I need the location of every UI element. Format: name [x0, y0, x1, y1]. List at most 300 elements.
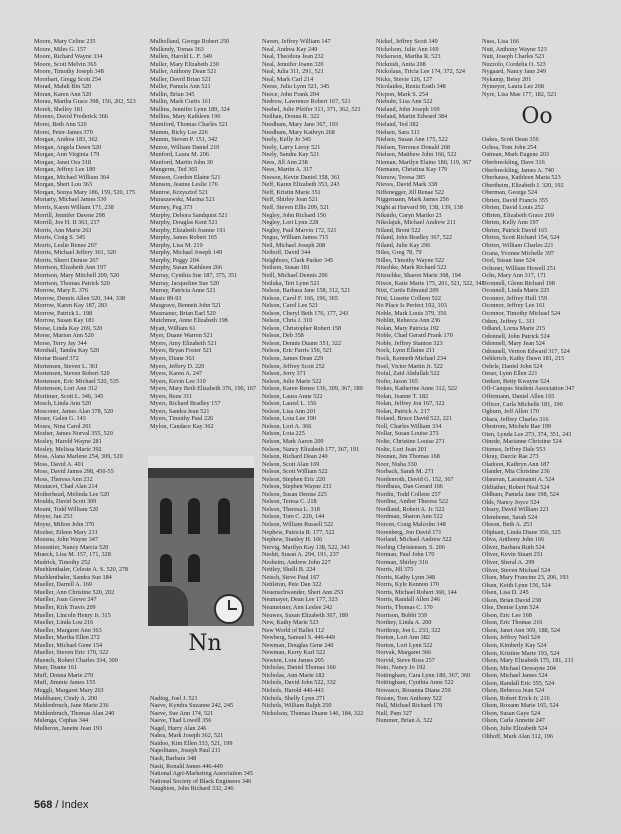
index-entry: Nixt, Lissette Colleen 522	[376, 294, 441, 302]
index-entry: Oladoon, Kathryn Ann 187	[482, 460, 550, 468]
index-entry: Norman, Shirley 316	[376, 558, 429, 566]
index-entry: Moore, Richard Wayne 334	[34, 53, 103, 61]
index-entry: Musmaner, Brian Earl 520	[150, 309, 216, 317]
index-entry: Neiboff, David 344	[262, 249, 311, 257]
index-entry: Oatman, Mark Eugene 203	[482, 151, 550, 159]
index-entry: Oberbreckling, James A. 740	[482, 166, 554, 174]
index-entry: Oinede, Marianne Christine 524	[482, 438, 562, 446]
index-entry: Muer, Duane 161	[34, 664, 78, 672]
index-entry: Munson, Jeanne Leslie 176	[150, 181, 218, 189]
index-entry: Neilson, Susan 181	[262, 264, 310, 272]
index-entry: Murphy, James Robert 165	[150, 234, 217, 242]
index-entry: Nollar, Susan Louise 273	[376, 430, 439, 438]
index-entry: Olson, Jeffrey Neil 524	[482, 634, 540, 642]
index-entry: Mylon, Candace Kay 362	[150, 422, 214, 430]
index-entry: Mulholland, George Robert 250	[150, 38, 230, 45]
index-entry: Murray, Patricia Anne 521	[150, 287, 216, 295]
index-entry: Nelson, Lori A. 366	[262, 422, 312, 430]
index-entry	[150, 664, 268, 672]
index-entry	[150, 438, 268, 446]
index-column-2	[150, 38, 268, 793]
index-entry: Moreno, David Frederick 366	[34, 113, 108, 121]
index-entry: Oliver, Barbara Ruth 524	[482, 543, 545, 551]
index-entry: Mumford, Thomas Charles 521	[150, 121, 228, 129]
index-entry: Norris, Kyle Kennon 170	[376, 581, 439, 589]
index-entry: Nettley, Shelli B. 224	[262, 566, 316, 574]
index-entry: Morgan, Andrea 183, 362	[34, 136, 98, 144]
index-entry: Munoz, William Daniel 210	[150, 143, 220, 151]
index-entry: Nahra, Mark Joseph 362, 521	[150, 732, 224, 740]
index-entry: Okray, Darcie Rae 273	[482, 453, 539, 461]
index-entry: Northey, Linda A. 200	[376, 619, 432, 627]
index-entry: Morgan, Michael William 364	[34, 173, 110, 181]
index-entry: Muller, David Brian 521	[150, 75, 211, 83]
index-entry: Nottingham, Cynthia Anne 522	[376, 679, 454, 687]
index-entry: Nygaard, Nancy Jane 249	[482, 68, 546, 76]
index-entry: Moret, Peter-James 370	[34, 128, 93, 136]
index-entry: Musgrave, Bennett John 521	[150, 302, 222, 310]
index-entry: Mosconer, James Alan 378, 520	[34, 407, 114, 415]
index-entry: Naeve, Thad Lowell 356	[150, 717, 212, 725]
index-entry: Newton, Lora James 205	[262, 656, 324, 664]
index-entry: Nymeyer, Laura Lee 268	[482, 83, 544, 91]
index-entry: Nichols, Harold 440-443	[262, 687, 324, 695]
index-entry: Niland, Julie Kay 296	[376, 241, 431, 249]
footer-section: Index	[61, 799, 89, 811]
index-entry: Nolan, Mary Patricia 192	[376, 324, 439, 332]
index-entry: Moss, Alana Marlene 254, 309, 520	[34, 453, 123, 461]
index-entry: Mulenga, Cephas 344	[34, 717, 89, 725]
index-entry: Nelson, Teresa C. 218	[262, 498, 317, 506]
index-entry: Oconnell, Glenn Richard 198	[482, 279, 555, 287]
index-entry: Nieland, Martin Edward 384	[376, 113, 448, 121]
index-entry	[150, 679, 268, 687]
index-entry: Nieland, Ted 382	[376, 121, 419, 129]
index-entry	[150, 657, 268, 665]
index-entry: Oehlerich, Kathy Dawn 181, 215	[482, 355, 565, 363]
index-entry: Myers, Bryan Foster 521	[150, 347, 212, 355]
index-entry: Nuss, Lisa 166	[482, 38, 519, 45]
index-entry: Oliva, Anthony John 166	[482, 536, 545, 544]
index-entry: Oberman, George 524	[482, 189, 538, 197]
index-entry	[150, 446, 268, 454]
index-entry: Mueller, Martha Ellen 272	[34, 634, 100, 642]
index-entry: Olthoff, Mark Alan 312, 196	[482, 732, 554, 740]
index-entry: Olson, Kimberly Kay 524	[482, 642, 547, 650]
index-entry: Nowasco, Rosanna Diana 259	[376, 687, 451, 695]
index-entry: Moser, Galen G. 143	[34, 415, 86, 423]
index-entry: Moore, Miles G. 157	[34, 45, 87, 53]
index-entry: Olson, Mary Elizabeth 175, 181, 211	[482, 657, 574, 665]
index-entry: Murray, Jacqueline Sue 520	[150, 279, 220, 287]
index-entry: Noland, Bruce David 522, 221	[376, 415, 452, 423]
index-entry: Murney, Peg 373	[150, 204, 193, 212]
index-entry: Niffenegger, Jill Renae 522	[376, 188, 445, 196]
index-entry: Myers, Amy Elizabeth 521	[150, 339, 217, 347]
index-entry: Nock, Kenneth Michael 234	[376, 354, 447, 362]
index-entry: Myers, Mary Beth Elizabeth 376, 190, 167	[150, 385, 257, 393]
index-entry: Neely, Larry Leroy 521	[262, 143, 321, 151]
index-entry: Myers, Karen A. 247	[150, 370, 203, 378]
index-entry: Norvid, Steve Ross 257	[376, 656, 435, 664]
index-entry: Nyre, Lisa Mae 177, 182, 523	[482, 90, 557, 98]
index-entry: Nickelson, Thomas Duane 146, 184, 322	[262, 709, 364, 717]
index-entry: Nelson, Cheryl Beth 176, 177, 243	[262, 309, 349, 317]
index-entry: Olsen, Mary Francine 23, 206, 193	[482, 574, 569, 582]
index-entry: Munson, Gordon Elaine 521	[150, 173, 221, 181]
index-entry: Mullins, Jennifer Lynn 189, 324	[150, 105, 230, 113]
index-entry: Morris, Leslie Renee 267	[34, 241, 97, 249]
index-entry: Moore, Mary Celine 235	[34, 38, 96, 45]
index-entry: Naidoo, Kim Ellen 333, 521, 199	[150, 739, 233, 747]
index-entry: Nervig, Marilyn Kay 138, 522, 343	[262, 543, 350, 551]
index-entry: Nolan, Jeanne T. 182	[376, 392, 429, 400]
index-entry: Nelson, Eric Farris 156, 521	[262, 347, 333, 355]
index-entry: Morgan, Janet Ora 318	[34, 158, 91, 166]
index-entry: Ochsner, William Howell 251	[482, 264, 556, 272]
index-entry: Nelson, Chris J. 310	[262, 317, 313, 325]
page-footer	[34, 799, 88, 811]
index-entry: Munford, Laura M. 206	[150, 151, 209, 159]
index-entry: Nickolaus, Tricia Lee 174, 372, 524	[376, 68, 466, 76]
index-entry: Myers, Timothy Paul 226	[150, 415, 214, 423]
index-entry: Naeve, Sue Ann 174, 521	[150, 709, 214, 717]
index-entry: Neff, Karen Elizabeth 353, 243	[262, 181, 340, 189]
index-entry: Muhlenbruch, Jane Marie 236	[34, 702, 109, 710]
index-entry: Moss, David James 298, 450-55	[34, 468, 114, 476]
index-entry: Moriarty, Michael James 530	[34, 196, 107, 204]
index-entry: Nichols, William Ralph 250	[262, 702, 332, 710]
index-entry: Moreh, Shelley 181	[34, 105, 83, 113]
index-entry: Muraszewski, Marina 521	[150, 196, 215, 204]
index-entry: Oeser, Lynn Ellen 221	[482, 370, 538, 378]
index-entry: Olson, Michael James 524	[482, 672, 548, 680]
index-entry: Moss, David A. 401	[34, 460, 84, 468]
index-entry: Olson, Eric Thomas 216	[482, 619, 543, 627]
index-entry: Mozena, John Wayne 347	[34, 536, 98, 544]
index-entry: Nelson, Christopher Robert 158	[262, 324, 342, 332]
index-entry: Morrow, Patrick L. 198	[34, 309, 93, 317]
index-entry: Nielsen, Sara 311	[376, 128, 420, 136]
index-entry: Nordin, Todd Collene 257	[376, 490, 441, 498]
index-entry: Morse, Linda Kay 269, 520	[34, 324, 103, 332]
index-entry: National Agri-Marketing Association 345	[150, 770, 253, 778]
index-entry: Napolitano, Joseph Paul 211	[150, 747, 221, 755]
index-entry: Morris, Ann Marie 263	[34, 226, 92, 234]
index-entry: Neff, Steven Ellis 209, 521	[262, 204, 330, 212]
index-entry: Nedrow, Lawrence Robert 167, 521	[262, 98, 351, 106]
index-entry: Nephew, Patricia R. 177, 522	[262, 528, 335, 536]
index-entry: Nieman, Marilyn Elaine 180, 119, 367	[376, 158, 472, 166]
index-column-1	[34, 38, 152, 732]
index-entry: Oliphant, Linda Diane 356, 325	[482, 528, 561, 536]
index-entry	[150, 672, 268, 680]
index-column-4	[376, 38, 494, 725]
index-entry: Murphy, Peggy 204	[150, 256, 199, 264]
index-entry: Music 89-93	[150, 294, 182, 302]
index-entry: Olson, Robert Erick Jr. 216	[482, 694, 550, 702]
index-entry: Mosher, James Norval 355, 520	[34, 430, 113, 438]
index-entry: Norback, Sarah M. 271	[376, 468, 434, 476]
index-entry: Oconnor, Jeffrey Hull 159	[482, 294, 547, 302]
index-entry: Nichols, David John 522, 332	[262, 679, 336, 687]
index-entry: Muggli, Margaret Mary 263	[34, 687, 104, 695]
index-entry: Noll, Charles William 334	[376, 422, 442, 430]
index-entry: Mueller, Michael Gene 154	[34, 641, 103, 649]
index-entry: Neely, Sandra Kay 521	[262, 151, 320, 159]
index-entry: Moutacet, Chad Alan 214	[34, 483, 98, 491]
index-entry: Nicknish, Anita 208	[376, 60, 426, 68]
index-entry: Nicks, Stevie 126, 127	[376, 75, 433, 83]
index-entry: Norris, Thomas C. 170	[376, 604, 433, 612]
index-entry: Norris, Randall Allen 246	[376, 596, 440, 604]
index-entry: Niemann, Christina Kay 179	[376, 166, 448, 174]
index-entry: Oliver, Sheral A. 299	[482, 559, 535, 566]
footer-separator: /	[52, 799, 62, 811]
index-entry: Mumm, Ricky Lee 226	[150, 128, 208, 136]
index-entry: Moran, Karen Ann 520	[34, 90, 92, 98]
index-entry: Moyer, Milton John 370	[34, 521, 95, 528]
index-entry: Nephew, Stanley H. 166	[262, 536, 323, 544]
index-entry: Oien, Lynda Lee 273, 374, 351, 243	[482, 430, 572, 438]
index-entry: Morse, Marion Ann 520	[34, 332, 94, 340]
index-entry: Olson, Carla Annette 247	[482, 717, 545, 725]
building-photo	[148, 456, 254, 626]
index-entry: Muehlenthaler, Sandra Sue 184	[34, 573, 112, 581]
index-entry: Moore, Scott Melvin 365	[34, 60, 97, 68]
index-column-3	[262, 38, 380, 717]
index-entry: Morse, Terry Jay 344	[34, 339, 87, 347]
index-entry: Neff, Kristin Marie 351	[262, 188, 321, 196]
index-entry: Mullin, Mark Curtis 161	[150, 98, 211, 106]
index-entry: Newberg, Samuel S. 446-449	[262, 634, 335, 642]
index-entry: Mortensen, Steven L. 361	[34, 362, 99, 370]
index-entry: Mortensen, Steven Robert 520	[34, 370, 110, 378]
index-entry: Murphy, Douglas Kent 521	[150, 219, 218, 227]
index-entry: Mortimer, Scott L. 346, 345	[34, 392, 104, 400]
index-entry: Olembeme, Sarah 524	[482, 513, 538, 521]
index-entry: Neuenschwander, Sheri Ann 253	[262, 588, 344, 596]
index-entry: Mozentier, Nancy Marcia 520	[34, 543, 109, 551]
index-entry: Olson, Michael Dewayne 204	[482, 664, 556, 672]
index-entry: Neal, Theodora Jean 232	[262, 53, 324, 61]
index-entry: Oberbreckling, Dave 316	[482, 159, 545, 167]
index-entry: Negley, Lori Lynn 228	[262, 219, 319, 227]
index-entry: Olson, Janet Ann 369, 188, 524	[482, 626, 561, 634]
index-entry: Nordhaus, Dan Gerard 166	[376, 483, 444, 491]
index-entry: Murphy, Susan Kathleen 266	[150, 264, 223, 272]
index-entry: Mozher, Eileen Mary 231	[34, 528, 98, 536]
index-entry: Nickelson, Julie Ann 169	[376, 45, 439, 53]
index-entry: Nienow, Teresa 385	[376, 173, 426, 181]
index-entry: Neuwes, Susan Elizabeth 367, 189	[262, 611, 348, 619]
index-entry: Morrison, Mary Mitchell 209, 520	[34, 271, 120, 279]
index-entry: Norton, Lori Ann 382	[376, 634, 430, 642]
index-entry: Naven, Jeffrey William 147	[262, 38, 331, 45]
index-entry: Morris, Sherri Denise 267	[34, 256, 99, 264]
index-entry: Nofer, Jason 165	[376, 377, 418, 385]
index-entry: Ochoa, Tom John 254	[482, 143, 537, 151]
index-entry: Nickel, Jeffrey Scott 149	[376, 38, 438, 45]
index-entry: Mungerm, Ted 365	[150, 166, 198, 174]
index-entry: Nelson, Lota 225	[262, 430, 305, 438]
index-entry: Norland, Michael Andrew 522	[376, 536, 452, 544]
index-entry: Oliver, Steven Michael 524	[482, 566, 551, 574]
index-entry: Newman, Douglas Gene 240	[262, 641, 334, 649]
index-entry: Niland, John Bradley 367, 522	[376, 234, 452, 242]
index-entry: Ogburn, Jeff Allen 170	[482, 408, 539, 416]
index-entry: Myers, Jeffery D. 220	[150, 362, 205, 370]
index-entry: Nieves, David Mark 338	[376, 181, 438, 189]
index-entry: Null, Michael Richard 170	[376, 702, 443, 710]
index-entry: Nelson, Lora Lee 190	[262, 415, 316, 423]
index-entry: Nelson, Carol F. 166, 196, 365	[262, 294, 338, 302]
index-entry: Myers, Kevin Lee 310	[150, 377, 206, 385]
index-entry: Oleary, David William 221	[482, 506, 549, 514]
index-entry: Odonnell, Vernon Edward 317, 524	[482, 347, 570, 355]
index-entry: Morgan, Angela Dawn 520	[34, 143, 102, 151]
index-entry: Nelson, Dennis Duane 351, 322	[262, 339, 342, 347]
index-entry: Niggemann, Mark James 256	[376, 196, 449, 204]
index-entry: Nelson, Laura Anne 522	[262, 392, 323, 400]
index-entry: Nelson, Theresa L. 318	[262, 505, 320, 513]
index-entry: Odem, Jeffrey L. 311	[482, 317, 535, 325]
index-entry: Motherhead, Melinda Lee 520	[34, 490, 110, 498]
index-entry: New, Kathy Marie 523	[262, 619, 319, 627]
index-entry: Night at Harvard 90, 138, 139, 138	[376, 204, 463, 212]
index-entry: Officer, Carla Michelle 181, 190	[482, 400, 563, 408]
index-entry: Niebuhr, Lisa Ann 522	[376, 98, 433, 106]
index-entry: Ohara, Jeffrey Charles 316	[482, 415, 549, 423]
index-entry: Neumeister, Ann Leslee 242	[262, 604, 333, 612]
index-entry: Olson, Kristine Marie 193, 524	[482, 649, 560, 657]
index-entry: Norton, Lori Lynn 522	[376, 641, 433, 649]
index-entry: Noor, Nisha 330	[376, 460, 417, 468]
index-entry: Moret, Beth Ann 520	[34, 121, 87, 129]
index-entry: Mueller, Joan Grewe 247	[34, 596, 97, 604]
index-entry: Morrison, Thomas Patrick 520	[34, 279, 110, 287]
index-entry: Oconnor, Timothy Michael 524	[482, 309, 561, 317]
index-entry: Noto, Nancy Jo 192	[376, 664, 426, 672]
index-entry: Olsen, Keith Lynn 156, 524	[482, 581, 551, 589]
index-entry: Nielsen, Matthew John 166, 522	[376, 151, 457, 159]
index-entry: Nelson, Susan Denise 225	[262, 490, 327, 498]
index-entry: New World of Ballet 112	[262, 626, 325, 634]
index-entry: Oakes, Scott Dean 356	[482, 136, 539, 144]
index-entry: Moss, Theresa Ann 232	[34, 475, 93, 483]
index-entry: Nitschke, Mark Richard 522	[376, 264, 447, 272]
index-entry: Norcen, Craig Malcolm 148	[376, 521, 446, 528]
index-entry: Ochs, Mary Ann 317, 171	[482, 272, 547, 280]
index-entry: Muller, Pamela Ann 521	[150, 83, 211, 91]
index-entry: Oehrle, Daniel John 524	[482, 362, 543, 370]
section-letter-oo: Oo	[521, 104, 553, 130]
index-entry: Nelson, Stephen Eric 220	[262, 475, 326, 483]
index-entry: Niles, Greg 78, 79	[376, 249, 422, 257]
index-entry: Off-Campus Student Association 347	[482, 385, 575, 393]
index-entry: Nasti, Ronald James 446-449	[150, 762, 223, 770]
index-entry: Norman, Paul John 170	[376, 551, 435, 559]
index-entry	[150, 687, 268, 695]
index-entry: Nikolajuk, Michael Andrew 211	[376, 219, 456, 227]
index-entry: Muller, Mary Elizabeth 230	[150, 60, 219, 68]
index-entry: Negus, William James 715	[262, 234, 329, 242]
index-entry: Morris, Michael Jeffery 361, 320	[34, 249, 117, 257]
index-entry: Negley, Paul Marvin 172, 521	[262, 226, 337, 234]
index-entry: Morrow, Susan Kay 181	[34, 317, 95, 325]
index-entry: Ohrstrom, Michele Rae 199	[482, 423, 552, 431]
index-entry: Needham, Mary Jane 367, 193	[262, 121, 338, 129]
index-entry: Nofal, Zaid Abdullah 522	[376, 370, 440, 378]
index-entry: Nuzzolo, Cordelia O. 523	[482, 60, 546, 68]
index-entry: Noel, Victor Martin Jr. 522	[376, 362, 443, 370]
index-entry: Neese, Julia Lynn 521, 345	[262, 83, 330, 91]
index-entry: Nelson, Julie Marie 522	[262, 377, 322, 385]
index-entry: Nykamp, Betsy 201	[482, 75, 532, 83]
index-entry: Netsch, Steve Paul 167	[262, 573, 320, 581]
index-entry: Nordine, Amber Therese 522	[376, 498, 449, 506]
index-entry: Neal, Jennifer Joann 320	[262, 60, 324, 68]
index-entry: Noblitt, Rebecca Ann 236	[376, 317, 441, 325]
index-entry: Nelson, William Russell 522	[262, 521, 334, 528]
index-entry: Mueller, Steven Eric 170, 322	[34, 649, 109, 657]
index-entry: Mumm, Steven P. 151, 342	[150, 136, 218, 144]
index-entry: Muench, Robert Charles 334, 309	[34, 656, 118, 664]
index-entry: Nixon, Katie Marie 175, 201, 521, 522, 343	[376, 279, 485, 287]
index-entry: Oldham, Pamela Jane 198, 524	[482, 491, 559, 499]
index-entry: Nicholas, Daniel Thomas 160	[262, 664, 336, 672]
index-entry: Nokes, Katherine Anne 312, 522	[376, 385, 458, 393]
index-entry: Murphy, Elizabeth Joanne 191	[150, 226, 226, 234]
index-entry: Negley, John Richard 156	[262, 211, 327, 219]
index-entry: Odonnell, John Patrick 524	[482, 332, 550, 340]
index-entry: Nesbit, Susan A. 294, 191, 237	[262, 551, 339, 559]
index-entry: Nutt, Joseph Charles 523	[482, 53, 545, 61]
index-entry: Morrison, Elizabeth Ann 197	[34, 264, 107, 272]
index-entry: Myers, Diane 363	[150, 354, 195, 362]
index-entry: Mosley, Melissa Marie 392	[34, 445, 102, 453]
index-entry: Oleson, Beth A. 253	[482, 521, 533, 529]
index-entry: No Place Is Perfect 102, 103	[376, 302, 447, 310]
index-entry: Noble, Jeffrey Stanton 323	[376, 339, 443, 347]
index-entry: Nelson, Jeffrey Scott 252	[262, 362, 325, 370]
index-entry: Mueller, Lincoln Henry Jr. 315	[34, 611, 111, 619]
index-entry: Olson, Rebecca Jean 524	[482, 687, 545, 695]
index-entry: Olse, Denise Lynn 524	[482, 604, 539, 612]
index-entry: Nelson, Mark Aaron 209	[262, 437, 324, 445]
index-entry: Mount, Todd William 520	[34, 505, 99, 513]
index-entry: Neely, Kelly Jo 345	[262, 136, 312, 144]
index-entry: Myers, Sandra Jean 521	[150, 407, 210, 415]
index-entry: Norling Christensen, S. 206	[376, 543, 445, 551]
index-entry: Nicholas, Ann Marie 182	[262, 671, 325, 679]
index-entry: Morris, Craig S. 345	[34, 234, 86, 242]
index-entry: Muff, Jimmie James 155	[34, 679, 96, 687]
index-entry: Neeson, Kevin Daniel 358, 361	[262, 173, 341, 181]
index-entry: Oconnor, Jeffrey Lee 161	[482, 302, 546, 310]
index-entry: Olander, Mia Christine 236	[482, 468, 550, 476]
index-entry: Nickerson, Martha R. 523	[376, 53, 441, 61]
index-entry: Mortensen, Eric Michael 520, 535	[34, 377, 119, 385]
index-entry: Olson, Susan Gaye 524	[482, 709, 541, 717]
index-entry: Mortenson, Lori Ann 312	[34, 385, 98, 393]
page-number: 568	[34, 799, 53, 811]
index-entry: Neal, Andrea Kay 249	[262, 45, 318, 53]
index-entry: Mraeck, Lisa M. 157, 171, 328	[34, 551, 111, 559]
index-entry: Nading, Joel J. 521	[150, 694, 198, 702]
index-entry: Newman, Kerry Karl 522	[262, 649, 326, 657]
index-entry: Morrow, Mary E. 376	[34, 287, 89, 295]
